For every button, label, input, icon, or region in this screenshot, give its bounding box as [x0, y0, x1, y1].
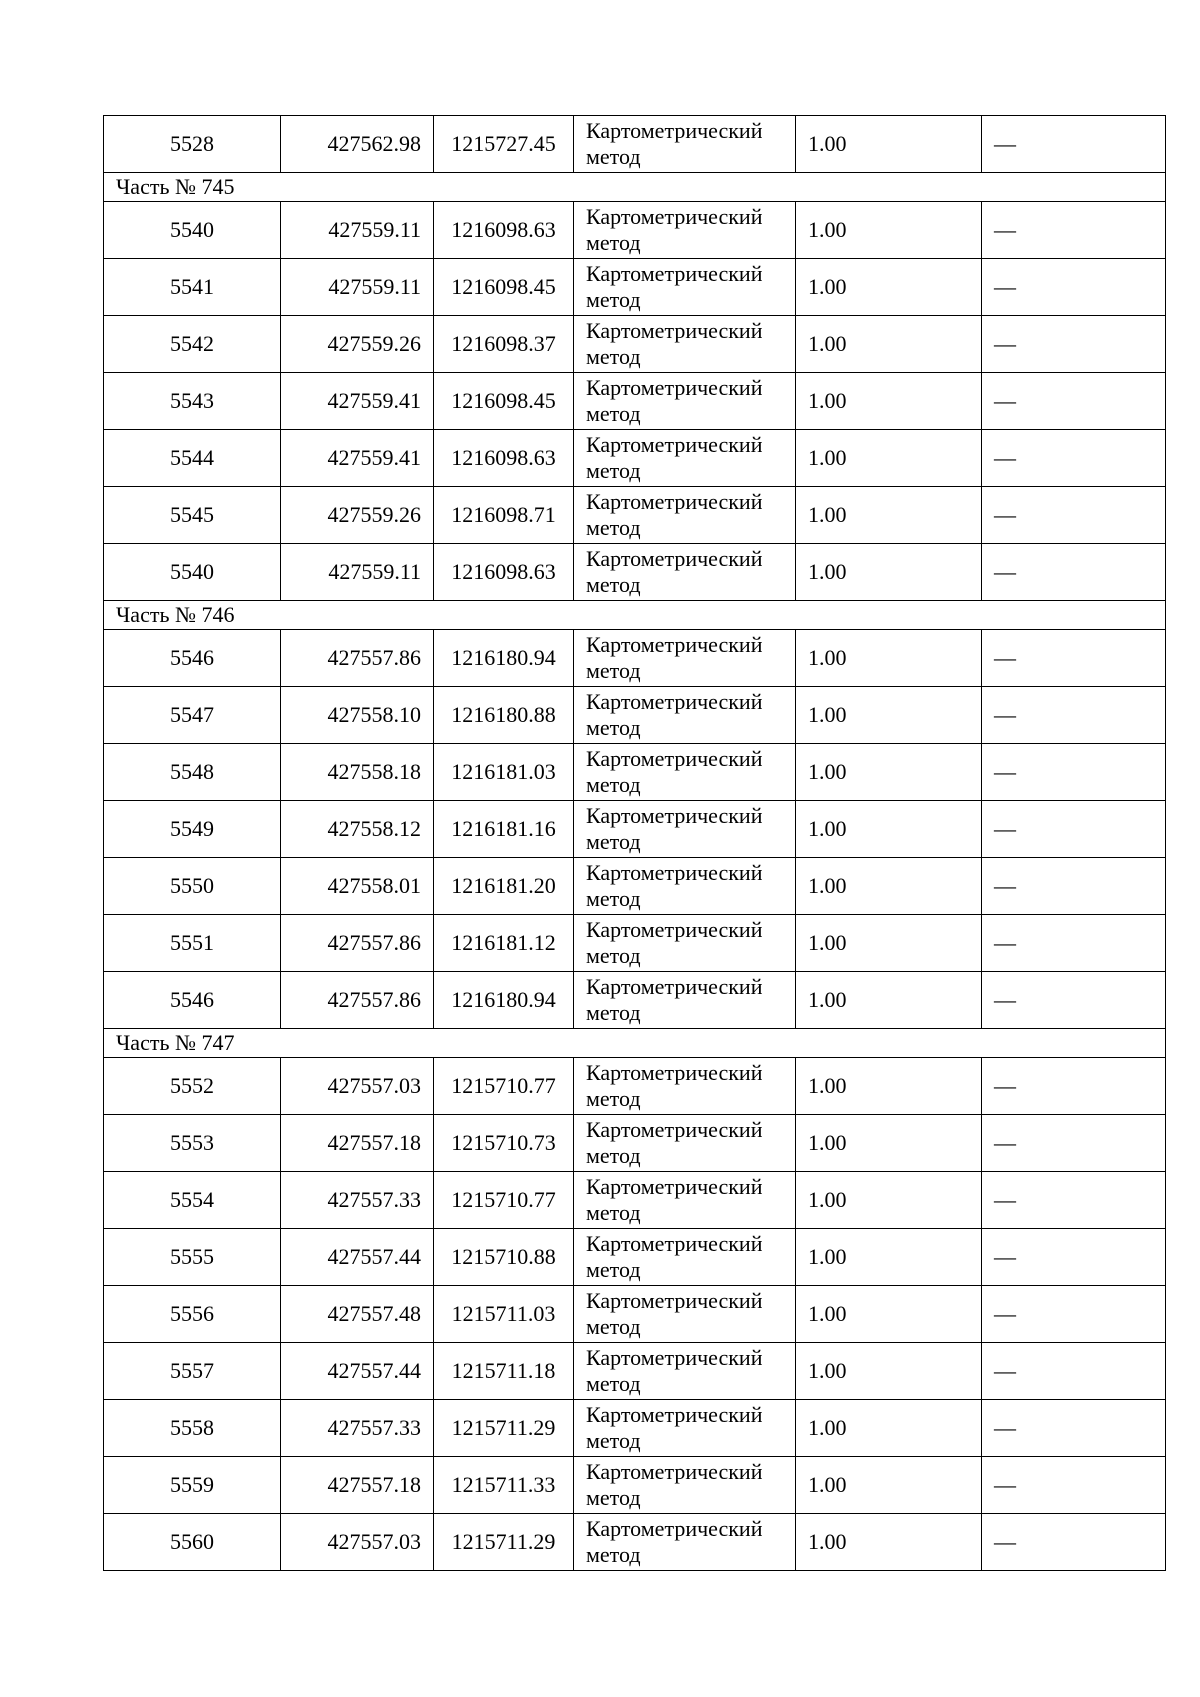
accuracy-cell: 1.00	[796, 801, 982, 858]
accuracy-cell: 1.00	[796, 630, 982, 687]
dash-text: —	[994, 331, 1016, 356]
x-coordinate-cell: 427559.41	[281, 373, 434, 430]
table-row	[104, 1115, 1166, 1172]
part-label: Часть № 745	[104, 173, 1166, 202]
description-cell	[982, 202, 1166, 259]
method-text: Картометрический метод	[586, 489, 763, 540]
point-number-cell: 5547	[104, 687, 281, 744]
dash-text: —	[994, 1472, 1016, 1497]
description-cell	[982, 116, 1166, 173]
x-coordinate-cell: 427557.18	[281, 1457, 434, 1514]
y-coordinate-cell: 1215710.73	[434, 1115, 574, 1172]
point-number-cell: 5559	[104, 1457, 281, 1514]
method-cell	[574, 1400, 796, 1457]
method-cell	[574, 544, 796, 601]
accuracy-cell: 1.00	[796, 259, 982, 316]
x-coordinate-cell: 427557.44	[281, 1229, 434, 1286]
accuracy-cell: 1.00	[796, 373, 982, 430]
y-coordinate-cell: 1216098.37	[434, 316, 574, 373]
method-text: Картометрический метод	[586, 1516, 763, 1567]
accuracy-cell: 1.00	[796, 1514, 982, 1571]
description-cell	[982, 1229, 1166, 1286]
dash-text: —	[994, 1529, 1016, 1554]
method-cell	[574, 801, 796, 858]
x-coordinate-cell: 427559.41	[281, 430, 434, 487]
dash-text: —	[994, 987, 1016, 1012]
table-row	[104, 1172, 1166, 1229]
description-cell	[982, 1400, 1166, 1457]
table-row	[104, 744, 1166, 801]
method-cell	[574, 1343, 796, 1400]
description-cell	[982, 1286, 1166, 1343]
description-cell	[982, 544, 1166, 601]
table-row	[104, 544, 1166, 601]
y-coordinate-cell: 1216181.03	[434, 744, 574, 801]
method-text: Картометрический метод	[586, 632, 763, 683]
description-cell	[982, 801, 1166, 858]
point-number-cell: 5553	[104, 1115, 281, 1172]
y-coordinate-cell: 1215711.18	[434, 1343, 574, 1400]
point-number-cell: 5543	[104, 373, 281, 430]
y-coordinate-cell: 1216180.94	[434, 972, 574, 1029]
y-coordinate-cell: 1216181.20	[434, 858, 574, 915]
point-number-cell: 5545	[104, 487, 281, 544]
accuracy-cell: 1.00	[796, 116, 982, 173]
point-number-cell: 5540	[104, 202, 281, 259]
dash-text: —	[994, 1130, 1016, 1155]
accuracy-cell: 1.00	[796, 858, 982, 915]
method-cell	[574, 687, 796, 744]
x-coordinate-cell: 427558.10	[281, 687, 434, 744]
description-cell	[982, 915, 1166, 972]
part-header-row	[104, 173, 1166, 202]
part-label: Часть № 746	[104, 601, 1166, 630]
table-row	[104, 972, 1166, 1029]
method-text: Картометрический метод	[586, 1117, 763, 1168]
table-row	[104, 1514, 1166, 1571]
description-cell	[982, 1172, 1166, 1229]
x-coordinate-cell: 427557.03	[281, 1058, 434, 1115]
method-text: Картометрический метод	[586, 1402, 763, 1453]
dash-text: —	[994, 759, 1016, 784]
method-cell	[574, 1058, 796, 1115]
description-cell	[982, 630, 1166, 687]
table-row	[104, 487, 1166, 544]
method-text: Картометрический метод	[586, 746, 763, 797]
method-cell	[574, 858, 796, 915]
method-cell	[574, 1457, 796, 1514]
y-coordinate-cell: 1216098.71	[434, 487, 574, 544]
y-coordinate-cell: 1215710.77	[434, 1172, 574, 1229]
method-cell	[574, 1229, 796, 1286]
method-cell	[574, 116, 796, 173]
description-cell	[982, 1115, 1166, 1172]
method-cell	[574, 1172, 796, 1229]
table-row	[104, 1058, 1166, 1115]
point-number-cell: 5558	[104, 1400, 281, 1457]
accuracy-cell: 1.00	[796, 915, 982, 972]
y-coordinate-cell: 1215727.45	[434, 116, 574, 173]
table-row	[104, 630, 1166, 687]
dash-text: —	[994, 1073, 1016, 1098]
x-coordinate-cell: 427558.12	[281, 801, 434, 858]
method-text: Картометрический метод	[586, 1060, 763, 1111]
accuracy-cell: 1.00	[796, 1286, 982, 1343]
point-number-cell: 5546	[104, 972, 281, 1029]
point-number-cell: 5528	[104, 116, 281, 173]
x-coordinate-cell: 427559.26	[281, 487, 434, 544]
method-text: Картометрический метод	[586, 375, 763, 426]
table-row	[104, 801, 1166, 858]
x-coordinate-cell: 427557.33	[281, 1172, 434, 1229]
table-row	[104, 1286, 1166, 1343]
dash-text: —	[994, 445, 1016, 470]
accuracy-cell: 1.00	[796, 430, 982, 487]
table-row	[104, 430, 1166, 487]
description-cell	[982, 972, 1166, 1029]
accuracy-cell: 1.00	[796, 487, 982, 544]
accuracy-cell: 1.00	[796, 1058, 982, 1115]
table-row	[104, 1343, 1166, 1400]
y-coordinate-cell: 1215711.29	[434, 1400, 574, 1457]
method-cell	[574, 1286, 796, 1343]
dash-text: —	[994, 702, 1016, 727]
method-cell	[574, 316, 796, 373]
accuracy-cell: 1.00	[796, 687, 982, 744]
method-text: Картометрический метод	[586, 432, 763, 483]
x-coordinate-cell: 427562.98	[281, 116, 434, 173]
table-row	[104, 316, 1166, 373]
point-number-cell: 5540	[104, 544, 281, 601]
dash-text: —	[994, 559, 1016, 584]
method-cell	[574, 630, 796, 687]
y-coordinate-cell: 1216181.16	[434, 801, 574, 858]
x-coordinate-cell: 427558.01	[281, 858, 434, 915]
accuracy-cell: 1.00	[796, 1457, 982, 1514]
method-text: Картометрический метод	[586, 318, 763, 369]
description-cell	[982, 858, 1166, 915]
accuracy-cell: 1.00	[796, 316, 982, 373]
point-number-cell: 5552	[104, 1058, 281, 1115]
y-coordinate-cell: 1216180.94	[434, 630, 574, 687]
method-text: Картометрический метод	[586, 1459, 763, 1510]
accuracy-cell: 1.00	[796, 1400, 982, 1457]
part-header-row	[104, 601, 1166, 630]
point-number-cell: 5555	[104, 1229, 281, 1286]
point-number-cell: 5548	[104, 744, 281, 801]
accuracy-cell: 1.00	[796, 744, 982, 801]
table-row	[104, 915, 1166, 972]
x-coordinate-cell: 427557.86	[281, 630, 434, 687]
method-cell	[574, 373, 796, 430]
y-coordinate-cell: 1215711.29	[434, 1514, 574, 1571]
method-text: Картометрический метод	[586, 860, 763, 911]
method-text: Картометрический метод	[586, 546, 763, 597]
table-row	[104, 373, 1166, 430]
x-coordinate-cell: 427557.48	[281, 1286, 434, 1343]
y-coordinate-cell: 1216098.45	[434, 373, 574, 430]
accuracy-cell: 1.00	[796, 1229, 982, 1286]
method-cell	[574, 259, 796, 316]
part-header-row	[104, 1029, 1166, 1058]
point-number-cell: 5544	[104, 430, 281, 487]
description-cell	[982, 687, 1166, 744]
x-coordinate-cell: 427558.18	[281, 744, 434, 801]
description-cell	[982, 744, 1166, 801]
point-number-cell: 5554	[104, 1172, 281, 1229]
x-coordinate-cell: 427559.11	[281, 259, 434, 316]
dash-text: —	[994, 1244, 1016, 1269]
y-coordinate-cell: 1216098.45	[434, 259, 574, 316]
method-cell	[574, 744, 796, 801]
dash-text: —	[994, 388, 1016, 413]
dash-text: —	[994, 816, 1016, 841]
y-coordinate-cell: 1215711.33	[434, 1457, 574, 1514]
table-row	[104, 858, 1166, 915]
dash-text: —	[994, 1415, 1016, 1440]
part-label: Часть № 747	[104, 1029, 1166, 1058]
method-cell	[574, 430, 796, 487]
coordinates-table-body	[104, 116, 1166, 1571]
method-text: Картометрический метод	[586, 204, 763, 255]
point-number-cell: 5542	[104, 316, 281, 373]
method-text: Картометрический метод	[586, 118, 763, 169]
accuracy-cell: 1.00	[796, 202, 982, 259]
dash-text: —	[994, 217, 1016, 242]
description-cell	[982, 316, 1166, 373]
point-number-cell: 5550	[104, 858, 281, 915]
method-text: Картометрический метод	[586, 1345, 763, 1396]
x-coordinate-cell: 427557.33	[281, 1400, 434, 1457]
method-cell	[574, 487, 796, 544]
y-coordinate-cell: 1216181.12	[434, 915, 574, 972]
x-coordinate-cell: 427557.44	[281, 1343, 434, 1400]
description-cell	[982, 1058, 1166, 1115]
dash-text: —	[994, 1187, 1016, 1212]
description-cell	[982, 430, 1166, 487]
y-coordinate-cell: 1216098.63	[434, 202, 574, 259]
method-cell	[574, 1115, 796, 1172]
method-text: Картометрический метод	[586, 917, 763, 968]
accuracy-cell: 1.00	[796, 1343, 982, 1400]
coordinates-table	[103, 115, 1166, 1571]
table-row	[104, 1400, 1166, 1457]
y-coordinate-cell: 1215711.03	[434, 1286, 574, 1343]
method-text: Картометрический метод	[586, 261, 763, 312]
dash-text: —	[994, 645, 1016, 670]
point-number-cell: 5549	[104, 801, 281, 858]
table-row	[104, 259, 1166, 316]
description-cell	[982, 373, 1166, 430]
y-coordinate-cell: 1215710.88	[434, 1229, 574, 1286]
table-row	[104, 687, 1166, 744]
x-coordinate-cell: 427557.03	[281, 1514, 434, 1571]
method-text: Картометрический метод	[586, 689, 763, 740]
method-text: Картометрический метод	[586, 1288, 763, 1339]
accuracy-cell: 1.00	[796, 1172, 982, 1229]
table-row	[104, 202, 1166, 259]
method-text: Картометрический метод	[586, 803, 763, 854]
method-cell	[574, 972, 796, 1029]
description-cell	[982, 259, 1166, 316]
method-text: Картометрический метод	[586, 974, 763, 1025]
y-coordinate-cell: 1216180.88	[434, 687, 574, 744]
method-text: Картометрический метод	[586, 1231, 763, 1282]
point-number-cell: 5546	[104, 630, 281, 687]
y-coordinate-cell: 1216098.63	[434, 544, 574, 601]
accuracy-cell: 1.00	[796, 544, 982, 601]
accuracy-cell: 1.00	[796, 1115, 982, 1172]
y-coordinate-cell: 1215710.77	[434, 1058, 574, 1115]
description-cell	[982, 1514, 1166, 1571]
table-row	[104, 1229, 1166, 1286]
description-cell	[982, 1343, 1166, 1400]
method-cell	[574, 202, 796, 259]
dash-text: —	[994, 930, 1016, 955]
method-cell	[574, 915, 796, 972]
dash-text: —	[994, 274, 1016, 299]
x-coordinate-cell: 427557.18	[281, 1115, 434, 1172]
x-coordinate-cell: 427557.86	[281, 915, 434, 972]
dash-text: —	[994, 1358, 1016, 1383]
description-cell	[982, 1457, 1166, 1514]
x-coordinate-cell: 427557.86	[281, 972, 434, 1029]
description-cell	[982, 487, 1166, 544]
dash-text: —	[994, 131, 1016, 156]
table-row	[104, 1457, 1166, 1514]
point-number-cell: 5556	[104, 1286, 281, 1343]
method-text: Картометрический метод	[586, 1174, 763, 1225]
accuracy-cell: 1.00	[796, 972, 982, 1029]
dash-text: —	[994, 502, 1016, 527]
point-number-cell: 5551	[104, 915, 281, 972]
point-number-cell: 5560	[104, 1514, 281, 1571]
table-row	[104, 116, 1166, 173]
dash-text: —	[994, 1301, 1016, 1326]
point-number-cell: 5557	[104, 1343, 281, 1400]
x-coordinate-cell: 427559.11	[281, 202, 434, 259]
x-coordinate-cell: 427559.26	[281, 316, 434, 373]
point-number-cell: 5541	[104, 259, 281, 316]
method-cell	[574, 1514, 796, 1571]
y-coordinate-cell: 1216098.63	[434, 430, 574, 487]
dash-text: —	[994, 873, 1016, 898]
x-coordinate-cell: 427559.11	[281, 544, 434, 601]
